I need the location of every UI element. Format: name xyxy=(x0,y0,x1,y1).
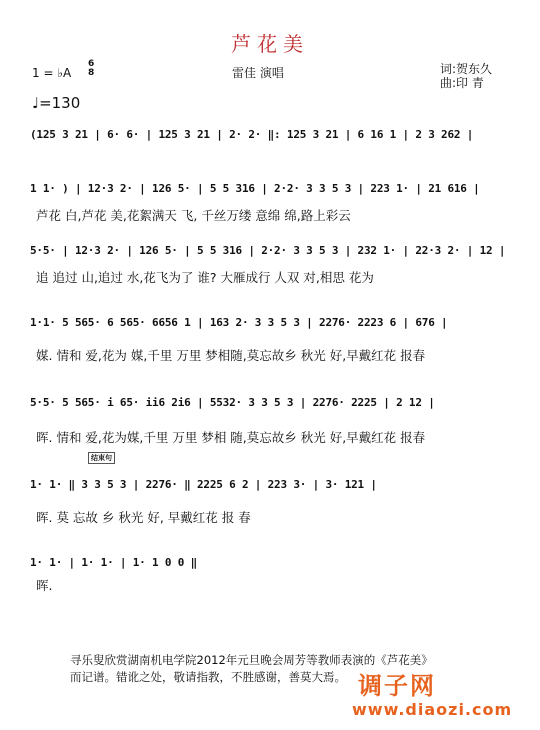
meter-numerator: 6 xyxy=(88,59,95,69)
notation-row-1: (125 3 21 | 6· 6· | 125 3 21 | 2· 2· ‖: 125 3 21 | 6 16 1 | 2 3 262 | xyxy=(30,128,474,141)
site-logo: 调子网 xyxy=(358,672,436,700)
notation-row-3: 5·5· | 12·3 2· | 126 5· | 5 5 316 | 2·2· 3 3 5 3 | 232 1· | 22·3 2· | 12 | xyxy=(30,244,506,257)
lyric-row-6: 晖. 莫 忘故 乡 秋光 好, 早戴红花 报 春 xyxy=(36,510,251,525)
time-signature xyxy=(88,60,94,78)
composer-credit: 曲:印 青 xyxy=(440,76,484,90)
author-credits xyxy=(440,62,492,90)
notation-row-4: 1·1· 5 565· 6 565· 6656 1 | 163 2· 3 3 5 3 | 2276· 2223 6 | 676 | xyxy=(30,316,448,329)
transcriber-note-line-2: 而记谱。错讹之处，敬请指教，不胜感谢，善莫大焉。 xyxy=(70,670,346,684)
transcriber-note-line-1: 寻乐叟欣赏湖南机电学院2012年元旦晚会周芳等教师表演的《芦花美》 xyxy=(70,653,433,667)
key-signature: 1 = ♭A xyxy=(32,66,72,80)
lyric-row-5: 晖. 情和 爱,花为媒,千里 万里 梦相 随,莫忘故乡 秋光 好,早戴红花 报春 xyxy=(36,430,426,445)
site-url: www.diaozi.com xyxy=(352,700,513,719)
lyric-row-2: 芦花 白,芦花 美,花絮满天 飞, 千丝万缕 意绵 绵,路上彩云 xyxy=(36,208,351,223)
notation-row-7: 1· 1· | 1· 1· | 1· 1 0 0 ‖ xyxy=(30,556,197,569)
notation-row-5: 5·5· 5 565· i 65· ii6 2i6 | 5532· 3 3 5 3 | 2276· 2225 | 2 12 | xyxy=(30,396,435,409)
meter-denominator: 8 xyxy=(88,68,95,78)
lyric-row-3: 追 追过 山,追过 水,花飞为了 谁? 大雁成行 人双 对,相思 花为 xyxy=(36,270,374,285)
ending-phrase-label: 结束句 xyxy=(88,452,115,464)
lyricist-credit: 词:贺东久 xyxy=(440,62,493,76)
lyric-row-4: 媒. 情和 爱,花为 媒,千里 万里 梦相随,莫忘故乡 秋光 好,早戴红花 报春 xyxy=(36,348,426,363)
notation-row-2: 1 1· ) | 12·3 2· | 126 5· | 5 5 316 | 2·2· 3 3 5 3 | 223 1· | 21 616 | xyxy=(30,182,480,195)
tempo-marking: ♩=130 xyxy=(32,94,81,112)
lyric-row-7: 晖. xyxy=(36,578,53,593)
song-title: 芦花美 xyxy=(231,32,309,56)
notation-row-6: 1· 1· ‖ 3 3 5 3 | 2276· ‖ 2225 6 2 | 223 3· | 3· 121 | xyxy=(30,478,377,491)
singer-credit: 雷佳 演唱 xyxy=(232,66,284,80)
